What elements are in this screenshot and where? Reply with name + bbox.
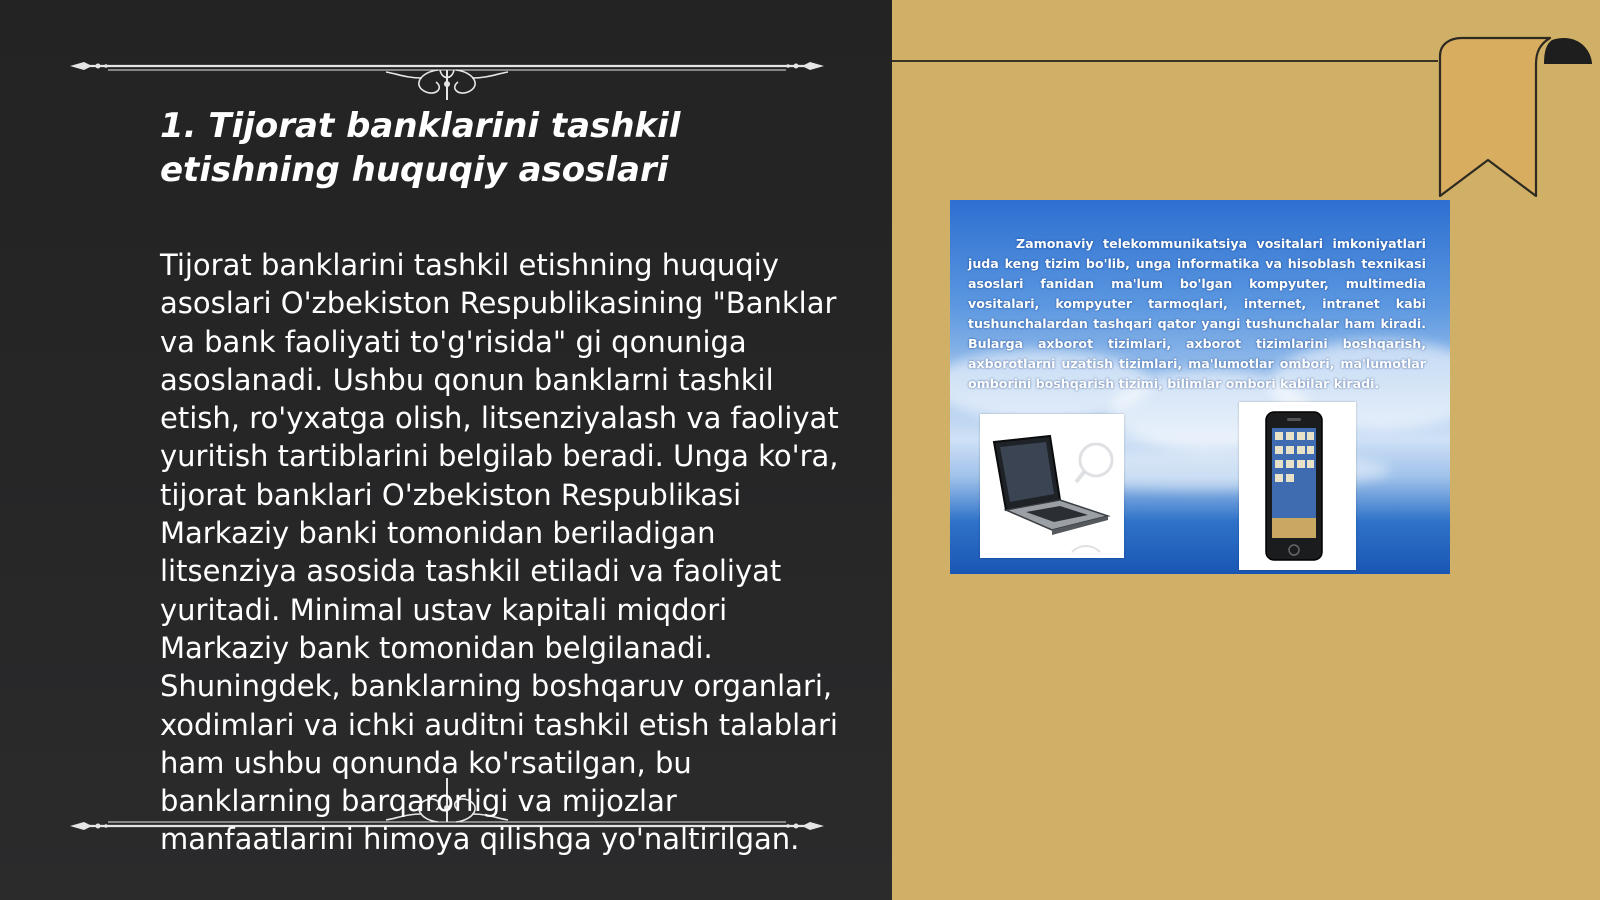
telecom-illustration bbox=[950, 200, 1450, 574]
bookmark-ribbon-icon bbox=[1432, 36, 1600, 200]
phone-card bbox=[1239, 402, 1356, 570]
slide-title: 1. Tijorat banklarini tashkil etishning huquqiy asoslari bbox=[160, 106, 681, 190]
header-divider-line bbox=[892, 60, 1438, 62]
top-ornament-divider-icon bbox=[64, 40, 830, 100]
smartphone-icon bbox=[1239, 402, 1356, 570]
laptop-icon bbox=[980, 414, 1124, 558]
slide-body-text: Tijorat banklarini tashkil etishning huquqiy asoslari O'zbekiston Respublikasining "Banklar va bank faoliyati to'g'risida" gi qonuniga asoslanadi. Ushbu qonun banklarni tashkil etish, ro'yxatga olish, litsenziyalash va faoliyat yuritish tartiblarini belgilab beradi. Unga ko'ra, tijorat banklari O'zbekiston Respublikasi Markaziy banki tomonidan beriladigan litsenziya asosida tashkil etiladi va faoliyat yuritadi. Minimal ustav kapitali miqdori Markaziy bank tomonidan belgilanadi. Shuningdek, banklarning boshqaruv organlari, xodimlari va ichki auditni tashkil etish talablari ham ushbu qonunda ko'rsatilgan, bu banklarning barqarorligi va mijozlar manfaatlarini himoya qilishga yo'naltirilgan. bbox=[160, 248, 839, 857]
laptop-card bbox=[980, 414, 1124, 558]
illustration-caption-text: Zamonaviy telekommunikatsiya vositalari imkoniyatlari juda keng tizim bo'lib, unga informatika va hisoblash texnikasi asoslari fanidan ma'lum bo'lgan kompyuter, multimedia vositalari, kompyuter tarmoqlari, internet, intranet kabi tushunchalardan tashqari qator yangi tushunchalar ham kiradi. Bularga axborot tizimlari, axborot tizimlarini boshqarish, axborotlarni uzatish tizimlari, ma'lumotlar ombori, ma'lumotlar omborini boshqarish tizimi, bilimlar ombori kabilar kiradi. bbox=[968, 236, 1426, 391]
